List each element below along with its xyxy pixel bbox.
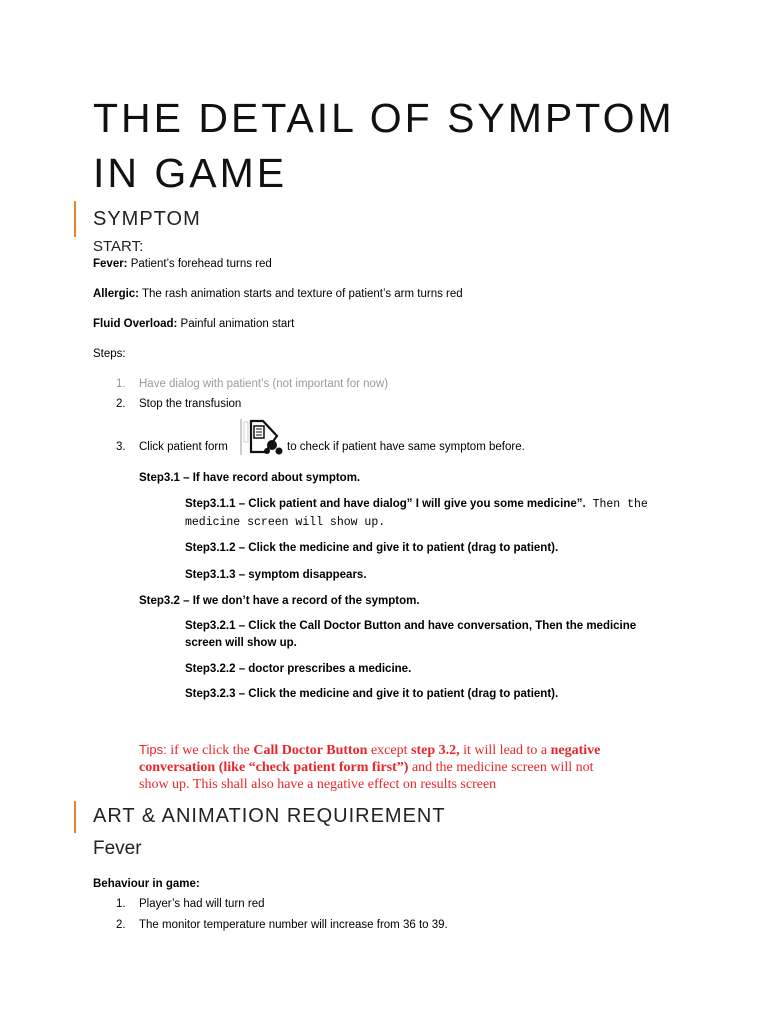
tips-bold-3: negative	[550, 743, 601, 758]
allergic-line	[93, 288, 463, 300]
tips-line-3: show up. This shall also have a negative effect on results screen	[139, 777, 497, 792]
fluid-label: Fluid Overload:	[93, 318, 178, 330]
tips-line-2	[139, 759, 659, 776]
tips-text-2: except	[367, 743, 411, 758]
steps-label: Steps:	[93, 348, 126, 360]
page-title-line-1: THE DETAIL OF SYMPTOM	[93, 95, 675, 141]
step-3-2-1-label: Step3.2.1 – Click the	[185, 620, 300, 632]
start-heading: START:	[93, 238, 144, 255]
clipboard-icon	[239, 418, 285, 456]
patient-form-icon[interactable]	[239, 418, 285, 456]
tips-paragraph	[139, 741, 659, 793]
step-3-2-2: Step3.2.2 – doctor prescribes a medicine.	[185, 663, 412, 675]
call-doctor-button-text: Call Doctor Button	[299, 620, 401, 632]
tips-prefix: Tips:	[139, 742, 167, 757]
step-3-1-1-line-2: medicine screen will show up.	[185, 516, 386, 529]
tips-bold-1: Call Doctor Button	[253, 743, 368, 758]
step-3-text-before: Click patient form	[139, 441, 228, 453]
behaviour-2-num: 2.	[116, 919, 126, 931]
step-3-2: Step3.2 – If we don’t have a record of the symptom.	[139, 595, 420, 607]
fever-heading: Fever	[93, 838, 142, 859]
step-3-num: 3.	[116, 441, 126, 453]
step-3-1: Step3.1 – If have record about symptom.	[139, 472, 361, 484]
section-accent-bar	[74, 201, 76, 237]
step-3-2-1-cont: and have conversation, Then the medicine	[401, 620, 637, 632]
fever-text: Patient’s forehead turns red	[127, 258, 272, 270]
step-3-1-1-label: Step3.1.1 – Click patient and have dialog” I will give you some medicine”.	[185, 498, 586, 510]
step-3-1-1-cont: Then the	[585, 498, 648, 511]
step-2-text: Stop the transfusion	[139, 398, 242, 410]
tips-bold-4: conversation (like “check patient form first”)	[139, 760, 409, 775]
behaviour-2-text: The monitor temperature number will increase from 36 to 39.	[139, 919, 448, 931]
tips-text-3: it will lead to a	[459, 743, 551, 758]
step-1-text: Have dialog with patient’s (not important for now)	[139, 378, 389, 390]
behaviour-1-text: Player’s had will turn red	[139, 898, 265, 910]
section-heading-art: ART & ANIMATION REQUIREMENT	[93, 805, 446, 827]
step-1-num: 1.	[116, 378, 126, 390]
page-title-line-2: IN GAME	[93, 150, 288, 196]
fluid-line	[93, 318, 294, 330]
tips-bold-2: step 3.2,	[411, 743, 460, 758]
fever-label: Fever:	[93, 258, 128, 270]
section-accent-bar-2	[74, 801, 76, 833]
tips-text-4: and the medicine screen will not	[408, 760, 594, 775]
tips-line-1	[139, 741, 659, 759]
step-2-num: 2.	[116, 398, 126, 410]
allergic-text: The rash animation starts and texture of patient’s arm turns red	[139, 288, 463, 300]
step-3-1-3: Step3.1.3 – symptom disappears.	[185, 569, 367, 581]
behaviour-1-num: 1.	[116, 898, 126, 910]
tips-text-1: if we click the	[166, 743, 254, 758]
fever-line	[93, 258, 272, 270]
section-heading-symptom: SYMPTOM	[93, 208, 201, 230]
allergic-label: Allergic:	[93, 288, 140, 300]
step-3-2-1-line-1	[185, 620, 636, 632]
step-3-text-after: to check if patient have same symptom before.	[287, 441, 525, 453]
behaviour-label: Behaviour in game:	[93, 878, 200, 890]
step-3-2-3: Step3.2.3 – Click the medicine and give it to patient (drag to patient).	[185, 688, 559, 700]
fluid-text: Painful animation start	[177, 318, 295, 330]
step-3-1-1-line-1	[185, 498, 648, 511]
step-3-1-2: Step3.1.2 – Click the medicine and give it to patient (drag to patient).	[185, 542, 559, 554]
step-3-2-1-line-2: screen will show up.	[185, 637, 297, 649]
